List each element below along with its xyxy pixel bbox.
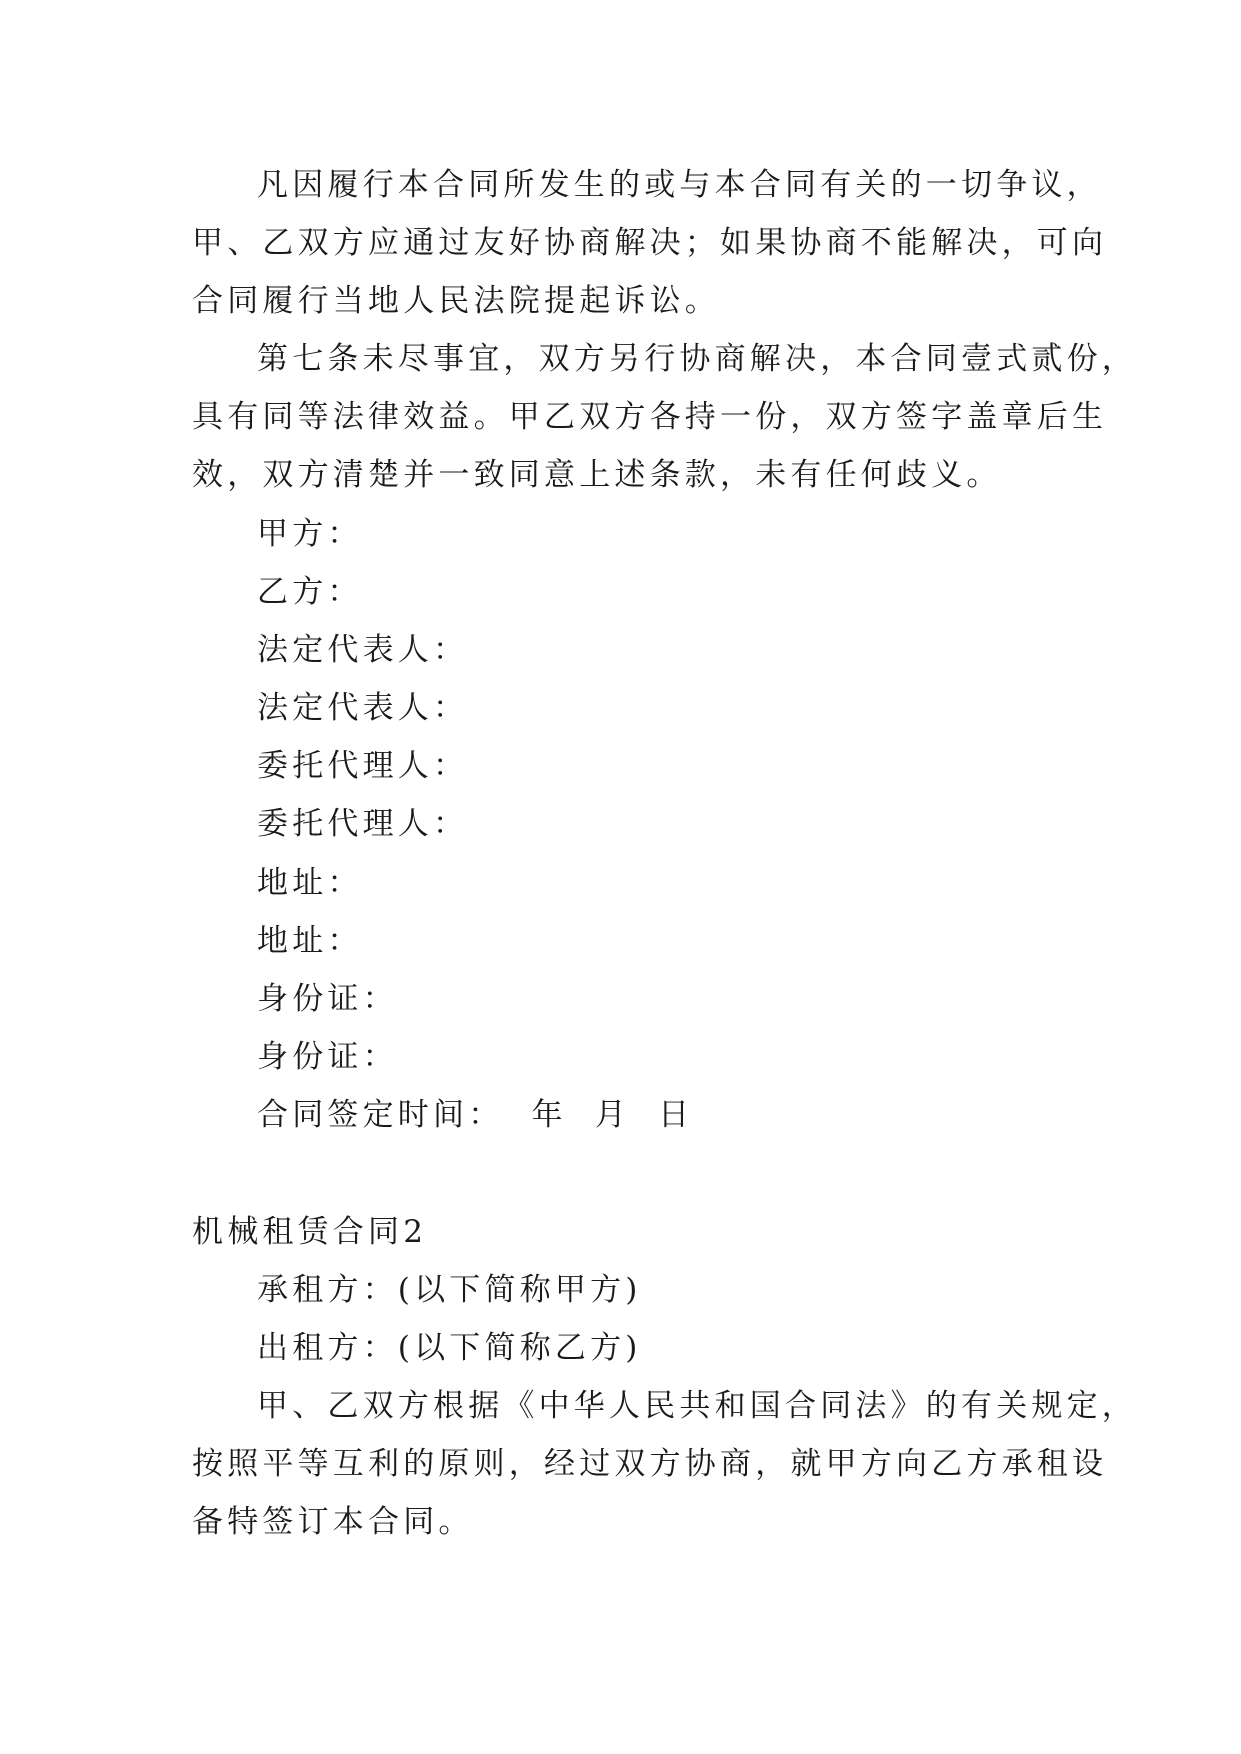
address-label: 地址： xyxy=(257,865,363,901)
address-label: 地址： xyxy=(257,923,363,959)
paragraph-line: 具有同等法律效益。甲乙双方各持一份，双方签字盖章后生 xyxy=(192,399,1108,435)
agent-label: 委托代理人： xyxy=(257,748,469,784)
party-a-label: 甲方： xyxy=(257,516,363,552)
paragraph-line: 凡因履行本合同所发生的或与本合同有关的一切争议， xyxy=(257,167,1102,203)
lessor-line: 出租方：(以下简称乙方) xyxy=(257,1330,642,1366)
section-title: 机械租赁合同2 xyxy=(192,1214,428,1250)
paragraph-line: 甲、乙双方应通过友好协商解决；如果协商不能解决，可向 xyxy=(192,225,1108,261)
paragraph-line: 备特签订本合同。 xyxy=(192,1504,474,1540)
paragraph-line: 甲、乙双方根据《中华人民共和国合同法》的有关规定， xyxy=(257,1388,1137,1424)
signing-date-label: 合同签定时间： 年 月 日 xyxy=(257,1097,694,1133)
paragraph-line: 按照平等互利的原则，经过双方协商，就甲方向乙方承租设 xyxy=(192,1446,1108,1482)
legal-representative-label: 法定代表人： xyxy=(257,690,469,726)
paragraph-line: 第七条未尽事宜，双方另行协商解决，本合同壹式贰份， xyxy=(257,341,1137,377)
paragraph-line: 合同履行当地人民法院提起诉讼。 xyxy=(192,283,720,319)
agent-label: 委托代理人： xyxy=(257,806,469,842)
lessee-line: 承租方：(以下简称甲方) xyxy=(257,1272,642,1308)
id-card-label: 身份证： xyxy=(257,1039,398,1075)
paragraph-line: 效，双方清楚并一致同意上述条款，未有任何歧义。 xyxy=(192,457,1002,493)
id-card-label: 身份证： xyxy=(257,981,398,1017)
legal-representative-label: 法定代表人： xyxy=(257,632,469,668)
party-b-label: 乙方： xyxy=(257,574,363,610)
